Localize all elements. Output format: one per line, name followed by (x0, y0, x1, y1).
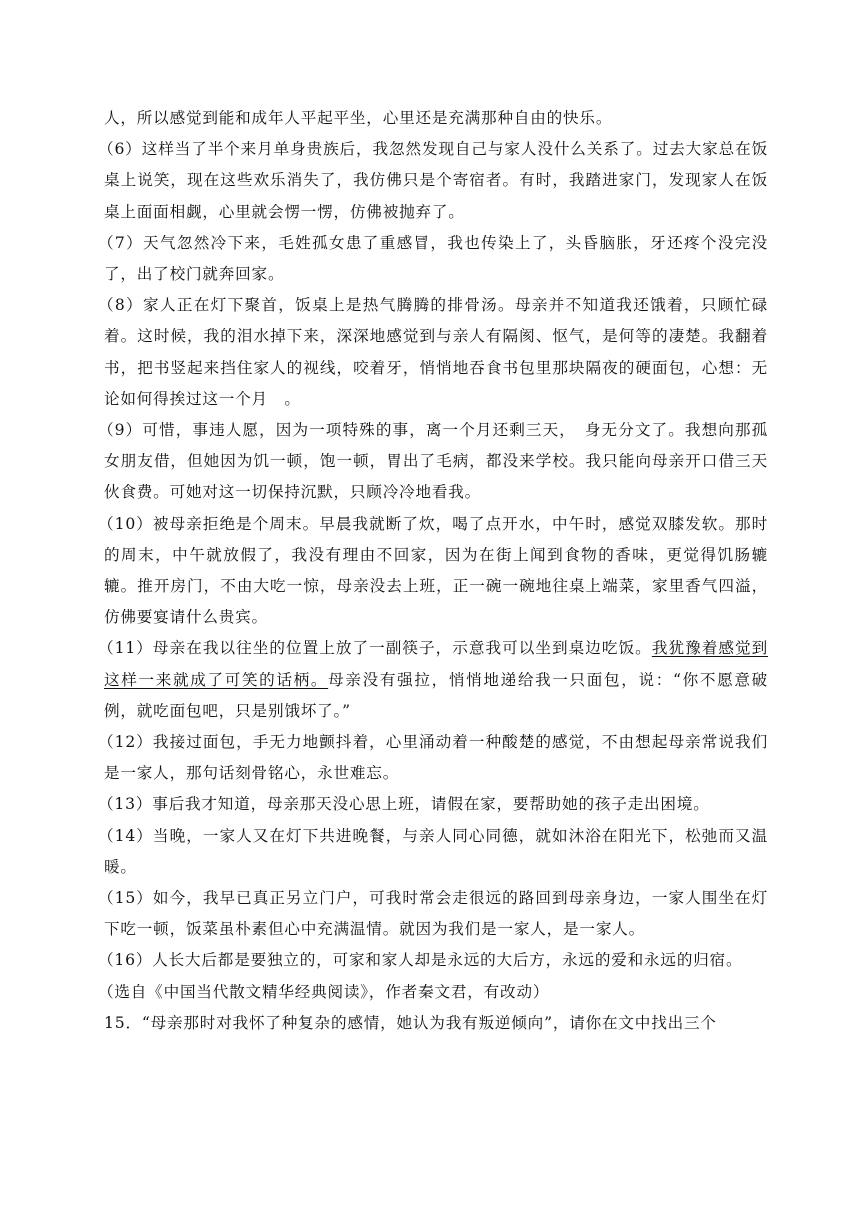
paragraph-11 (98, 633, 768, 727)
paragraph-continued: 人，所以感觉到能和成年人平起平坐，心里还是充满那种自由的快乐。 (104, 109, 613, 127)
question-number: 15． (104, 1013, 142, 1032)
paragraph-14: （14）当晚，一家人又在灯下共进晚餐，与亲人同心同德，就如沐浴在阳光下，松弛而又温暖。 (98, 826, 768, 876)
underlined-sentence: 我犹豫着感觉到这样一来就成了可笑的话柄。 (104, 639, 768, 689)
paragraph-9: （9）可惜，事违人愿，因为一项特殊的事，离一个月还剩三天， 身无分文了。我想向那孤女朋友借，但她因为饥一顿，饱一顿，胃出了毛病，都没来学校。我只能向母亲开口借三天伙食费。可她对这一切保持沉默，只顾冷冷地看我。 (98, 421, 768, 502)
source-citation: （选自《中国当代散文精华经典阅读》，作者秦文君，有改动） (98, 982, 550, 1001)
paragraph-12: （12）我接过面包，手无力地颤抖着，心里涌动着一种酸楚的感觉，不由想起母亲常说我们是一家人，那句话刻骨铭心，永世难忘。 (98, 733, 768, 783)
paragraph-16: （16）人长大后都是要独立的，可家和家人却是永远的大后方，永远的爱和永远的归宿。 (98, 951, 743, 970)
paragraph-6: （6）这样当了半个来月单身贵族后，我忽然发现自己与家人没什么关系了。过去大家总在饭桌上说笑，现在这些欢乐消失了，我仿佛只是个寄宿者。有时，我踏进家门，发现家人在饭桌上面面相觑，心里就会愣一愣，仿佛被抛弃了。 (98, 140, 768, 221)
paragraph-11-after: 母亲没有强拉，悄悄地递给我一只面包，说：“你不愿意破例，就吃面包吧，只是别饿坏了。” (104, 670, 768, 720)
question-15 (104, 1008, 768, 1039)
paragraph-15: （15）如今，我早已真正另立门户，可我时常会走很远的路回到母亲身边，一家人围坐在灯下吃一顿，饭菜虽朴素但心中充满温情。就因为我们是一家人，是一家人。 (98, 889, 768, 939)
paragraph-10: （10）被母亲拒绝是个周末。早晨我就断了炊，喝了点开水，中午时，感觉双膝发软。那时的周末，中午就放假了，我没有理由不回家，因为在街上闻到食物的香味，更觉得饥肠辘辘。推开房门，不由大吃一惊，母亲没去上班，正一碗一碗地往桌上端菜，家里香气四溢，仿佛要宴请什么贵宾。 (98, 514, 768, 627)
question-text: “母亲那时对我怀了种复杂的感情，她认为我有叛逆倾向”，请你在文中找出三个 (141, 1013, 717, 1032)
paragraph-7: （7）天气忽然冷下来，毛姓孤女患了重感冒，我也传染上了，头昏脑胀，牙还疼个没完没了，出了校门就奔回家。 (98, 233, 768, 284)
paragraph-8: （8）家人正在灯下聚首，饭桌上是热气腾腾的排骨汤。母亲并不知道我还饿着，只顾忙碌着。这时候，我的泪水掉下来，深深地感觉到与亲人有隔阂、怄气，是何等的凄楚。我翻着书，把书竖起来挡住家人的视线，咬着牙，悄悄地吞食书包里那块隔夜的硬面包，心想：无论如何得挨过这一个月 。 (98, 296, 768, 408)
paragraph-13: （13）事后我才知道，母亲那天没心思上班，请假在家，要帮助她的孩子走出困境。 (98, 795, 710, 814)
paragraph-11-before: （11）母亲在我以往坐的位置上放了一副筷子，示意我可以坐到桌边吃饭。 (98, 639, 652, 658)
